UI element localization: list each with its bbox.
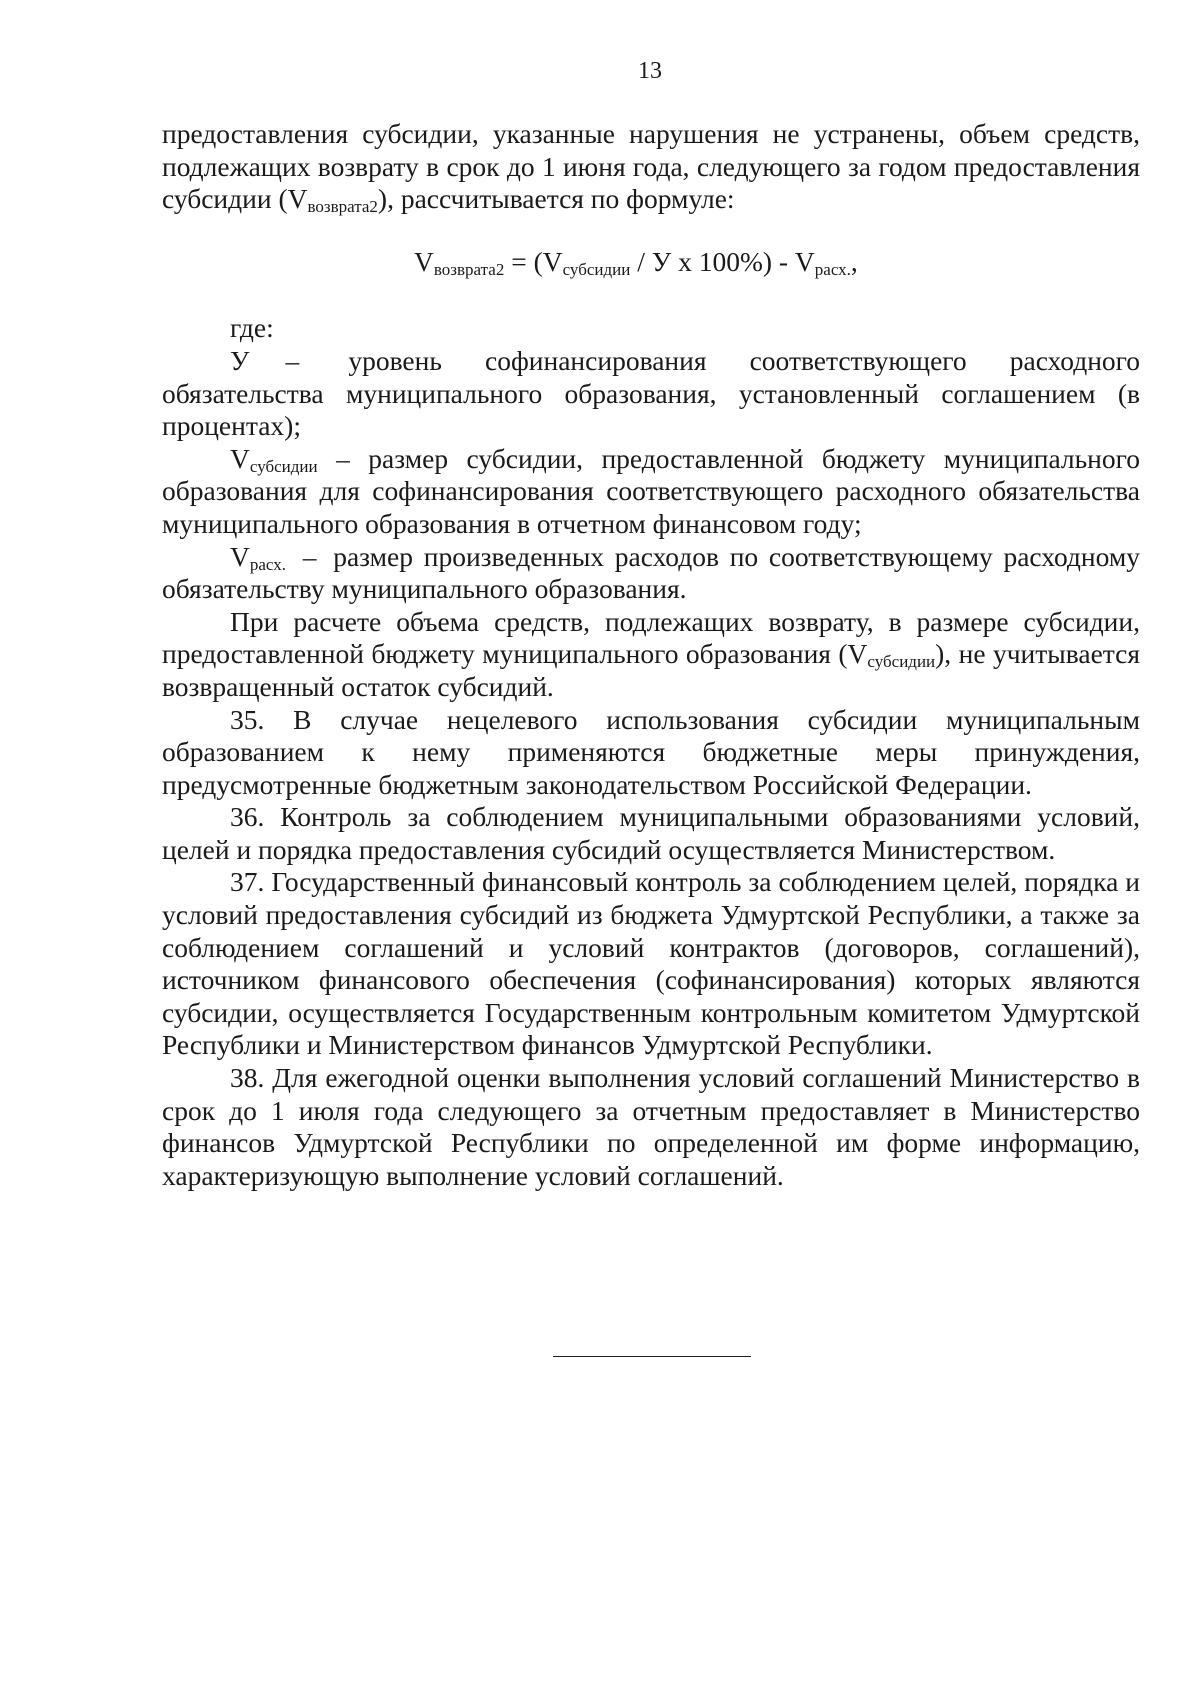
paragraph-intro <box>162 118 1140 216</box>
definition-dash: – <box>302 540 317 572</box>
definition-y <box>162 345 1140 443</box>
paragraph-36: 36. Контроль за соблюдением муниципальными образованиями условий, целей и порядка предоставления субсидий осуществляется Министерством. <box>162 801 1140 865</box>
definition-v-expense-text: размер произведенных расходов по соответствующему расходному обязательству муниципального образования. <box>162 540 1141 605</box>
paragraph-37: 37. Государственный финансовый контроль за соблюдением целей, порядка и условий предоставления субсидий из бюджета Удмуртской Республики, а также за соблюдением соглашений и условий контрактов (договоров, соглашений), источником финансового обеспечения (софинансирования) которых являются субсидии, осуществляется Государственным контрольным комитетом Удмуртской Республики и Министерством финансов Удмуртской Республики. <box>162 866 1140 1061</box>
definition-v-subsidy-text: размер субсидии, предоставленной бюджету муниципального образования для софинансирования соответствующего расходного обязательства муниципального образования в отчетном финансовом году; <box>162 442 1140 539</box>
definition-dash: – <box>285 344 300 376</box>
paragraph-calculation-tail: ), не учитывается возвращенный остаток субсидий. <box>162 638 1140 702</box>
formula-lhs-subscript: возврата2 <box>433 259 505 279</box>
where-label: где: <box>230 312 274 344</box>
subscript: возврата2 <box>307 197 378 217</box>
definition-y-text: уровень софинансирования соответствующего расходного обязательства муниципального образования, установленный соглашением (в процентах); <box>162 344 1141 442</box>
formula-subsidy-subscript: субсидии <box>562 259 631 279</box>
paragraph-intro-tail: ), рассчитывается по формуле: <box>377 183 735 215</box>
definition-v-subsidy-term: V <box>230 442 250 474</box>
definition-v-subsidy <box>162 443 1140 541</box>
paragraph-intro-text: предоставления субсидии, указанные нарушения не устранены, объем средств, подлежащих возврату в срок до 1 июня года, следующего за годом предоставления субсидии (V <box>162 118 1140 215</box>
definition-v-subsidy-subscript: субсидии <box>249 456 318 476</box>
formula-lhs: V <box>414 245 434 277</box>
formula-expense-subscript: расх. <box>814 259 851 279</box>
definition-v-expense-term: V <box>230 540 250 572</box>
formula-end: , <box>850 245 858 277</box>
paragraph-38: 38. Для ежегодной оценки выполнения условий соглашений Министерство в срок до 1 июля года следующего за отчетным предоставляет в Министерство финансов Удмуртской Республики по определенной им форме информацию, характеризующую выполнение условий соглашений. <box>162 1062 1140 1191</box>
paragraph-calculation <box>162 606 1140 704</box>
formula <box>162 246 1140 279</box>
paragraph-35: 35. В случае нецелевого использования субсидии муниципальным образованием к нему применяются бюджетные меры принуждения, предусмотренные бюджетным законодательством Российской Федерации. <box>162 703 1140 800</box>
formula-middle: / У x 100%) - V <box>630 245 815 277</box>
definition-dash: – <box>336 442 350 474</box>
formula-equals: = (V <box>504 245 563 277</box>
page-number: 13 <box>638 58 662 84</box>
definition-v-expense-subscript: расх. <box>249 554 286 574</box>
definition-y-term: У <box>230 344 250 376</box>
document-body <box>162 118 1140 1192</box>
definition-v-expense <box>162 541 1140 606</box>
closing-rule <box>553 1356 751 1357</box>
subscript: субсидии <box>867 652 936 672</box>
paragraph-calculation-text: При расчете объема средств, подлежащих возврату, в размере субсидии, предоставленной бюджету муниципального образования (V <box>162 605 1140 670</box>
